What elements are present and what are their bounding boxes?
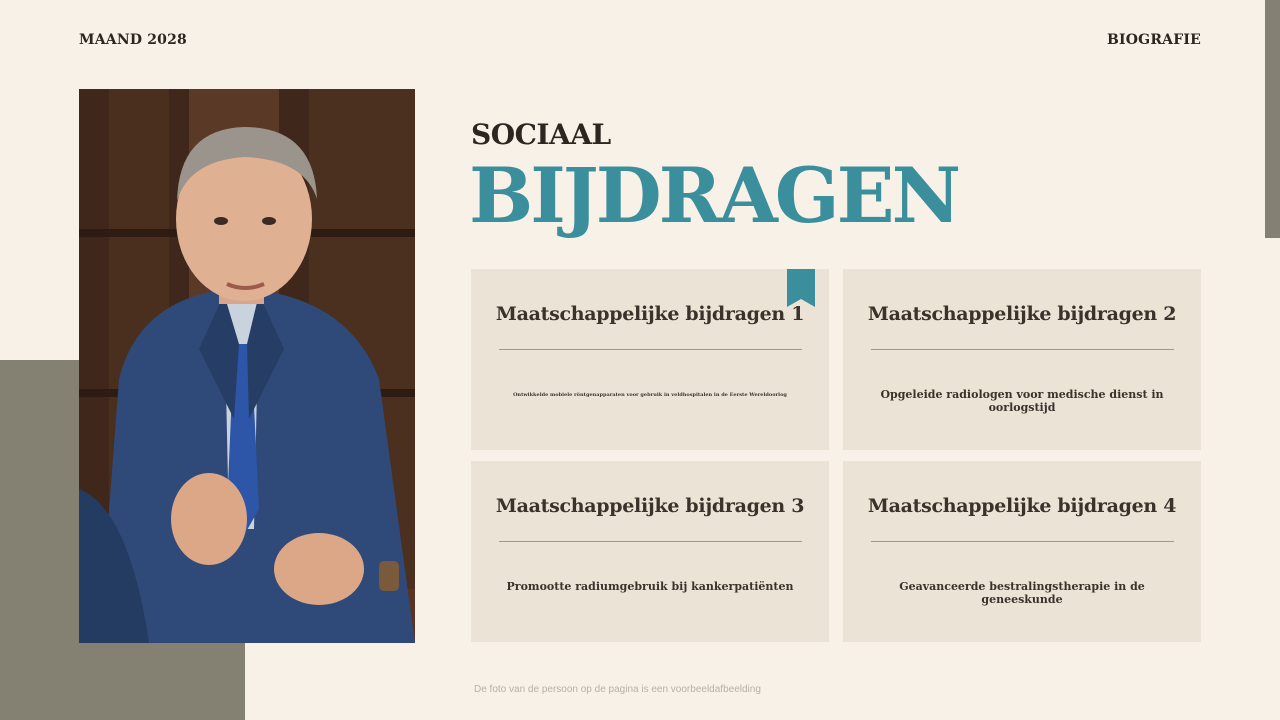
card-text: Ontwikkelde mobiele röntgenapparaten voor gebruik in veldhospitalen in de Eerste Wereldoorlog xyxy=(513,392,787,398)
contribution-card-3 xyxy=(471,461,829,642)
portrait-photo xyxy=(79,89,415,643)
heading-kicker: SOCIAAL xyxy=(471,118,611,151)
card-title: Maatschappelijke bijdragen 4 xyxy=(867,495,1177,517)
card-text: Opgeleide radiologen voor medische dienst in oorlogstijd xyxy=(880,388,1164,414)
decorative-bar-right xyxy=(1265,0,1280,238)
card-divider xyxy=(499,541,802,542)
contribution-card-2 xyxy=(843,269,1201,450)
page-title: BIJDRAGEN xyxy=(469,151,959,240)
card-divider xyxy=(871,541,1174,542)
photo-disclaimer: De foto van de persoon op de pagina is een voorbeeldafbeelding xyxy=(474,684,761,695)
header-section-label: BIOGRAFIE xyxy=(1107,32,1201,48)
header-date-label: MAAND 2028 xyxy=(79,32,187,48)
card-divider xyxy=(499,349,802,350)
card-text: Promootte radiumgebruik bij kankerpatiënten xyxy=(506,580,794,593)
contribution-card-4 xyxy=(843,461,1201,642)
card-title: Maatschappelijke bijdragen 2 xyxy=(867,303,1177,325)
card-title: Maatschappelijke bijdragen 1 xyxy=(495,303,805,325)
card-title: Maatschappelijke bijdragen 3 xyxy=(495,495,805,517)
card-divider xyxy=(871,349,1174,350)
contribution-card-1 xyxy=(471,269,829,450)
bookmark-icon xyxy=(787,269,815,307)
card-text: Geavanceerde bestralingstherapie in de geneeskunde xyxy=(899,580,1145,606)
